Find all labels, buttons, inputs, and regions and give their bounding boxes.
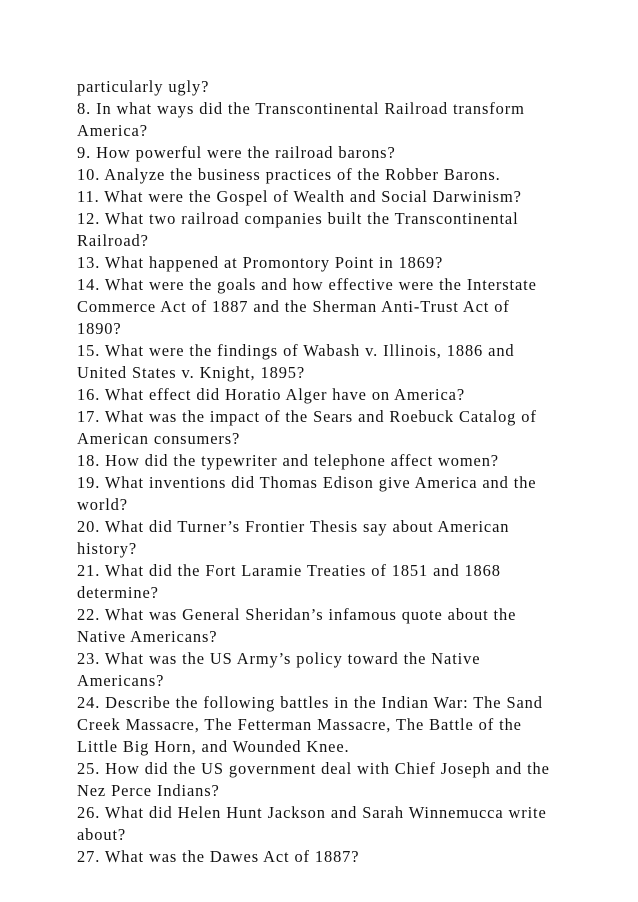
text-line: Native Americans?	[77, 627, 218, 646]
text-line: Creek Massacre, The Fetterman Massacre, The Battle of the	[77, 715, 522, 734]
text-line: Little Big Horn, and Wounded Knee.	[77, 737, 350, 756]
text-line: 1890?	[77, 319, 122, 338]
text-line: 17. What was the impact of the Sears and Roebuck Catalog of	[77, 407, 537, 426]
text-line: 18. How did the typewriter and telephone affect women?	[77, 451, 499, 470]
text-line: 24. Describe the following battles in the Indian War: The Sand	[77, 693, 543, 712]
text-line: 26. What did Helen Hunt Jackson and Sarah Winnemucca write	[77, 803, 547, 822]
text-line: United States v. Knight, 1895?	[77, 363, 306, 382]
text-line: Americans?	[77, 671, 165, 690]
text-line: 22. What was General Sheridan’s infamous quote about the	[77, 605, 517, 624]
question-list	[77, 76, 577, 868]
text-line: 27. What was the Dawes Act of 1887?	[77, 847, 360, 866]
text-line: 23. What was the US Army’s policy toward the Native	[77, 649, 481, 668]
text-line: history?	[77, 539, 138, 558]
text-line: 11. What were the Gospel of Wealth and Social Darwinism?	[77, 187, 522, 206]
text-line: 19. What inventions did Thomas Edison give America and the	[77, 473, 537, 492]
text-line: 21. What did the Fort Laramie Treaties of 1851 and 1868	[77, 561, 501, 580]
text-line: 13. What happened at Promontory Point in 1869?	[77, 253, 444, 272]
text-line: 16. What effect did Horatio Alger have on America?	[77, 385, 466, 404]
text-line: Nez Perce Indians?	[77, 781, 220, 800]
text-line: 20. What did Turner’s Frontier Thesis say about American	[77, 517, 510, 536]
text-line: 8. In what ways did the Transcontinental Railroad transform	[77, 99, 525, 118]
text-line: 25. How did the US government deal with Chief Joseph and the	[77, 759, 550, 778]
text-line: Railroad?	[77, 231, 149, 250]
text-line: 10. Analyze the business practices of the Robber Barons.	[77, 165, 501, 184]
text-line: 12. What two railroad companies built the Transcontinental	[77, 209, 519, 228]
text-line: about?	[77, 825, 127, 844]
text-line: particularly ugly?	[77, 77, 210, 96]
text-line: world?	[77, 495, 128, 514]
text-line: Commerce Act of 1887 and the Sherman Anti-Trust Act of	[77, 297, 510, 316]
text-line: 14. What were the goals and how effective were the Interstate	[77, 275, 537, 294]
text-line: determine?	[77, 583, 159, 602]
text-line: America?	[77, 121, 148, 140]
text-line: 15. What were the findings of Wabash v. Illinois, 1886 and	[77, 341, 515, 360]
text-line: American consumers?	[77, 429, 241, 448]
text-line: 9. How powerful were the railroad barons?	[77, 143, 396, 162]
